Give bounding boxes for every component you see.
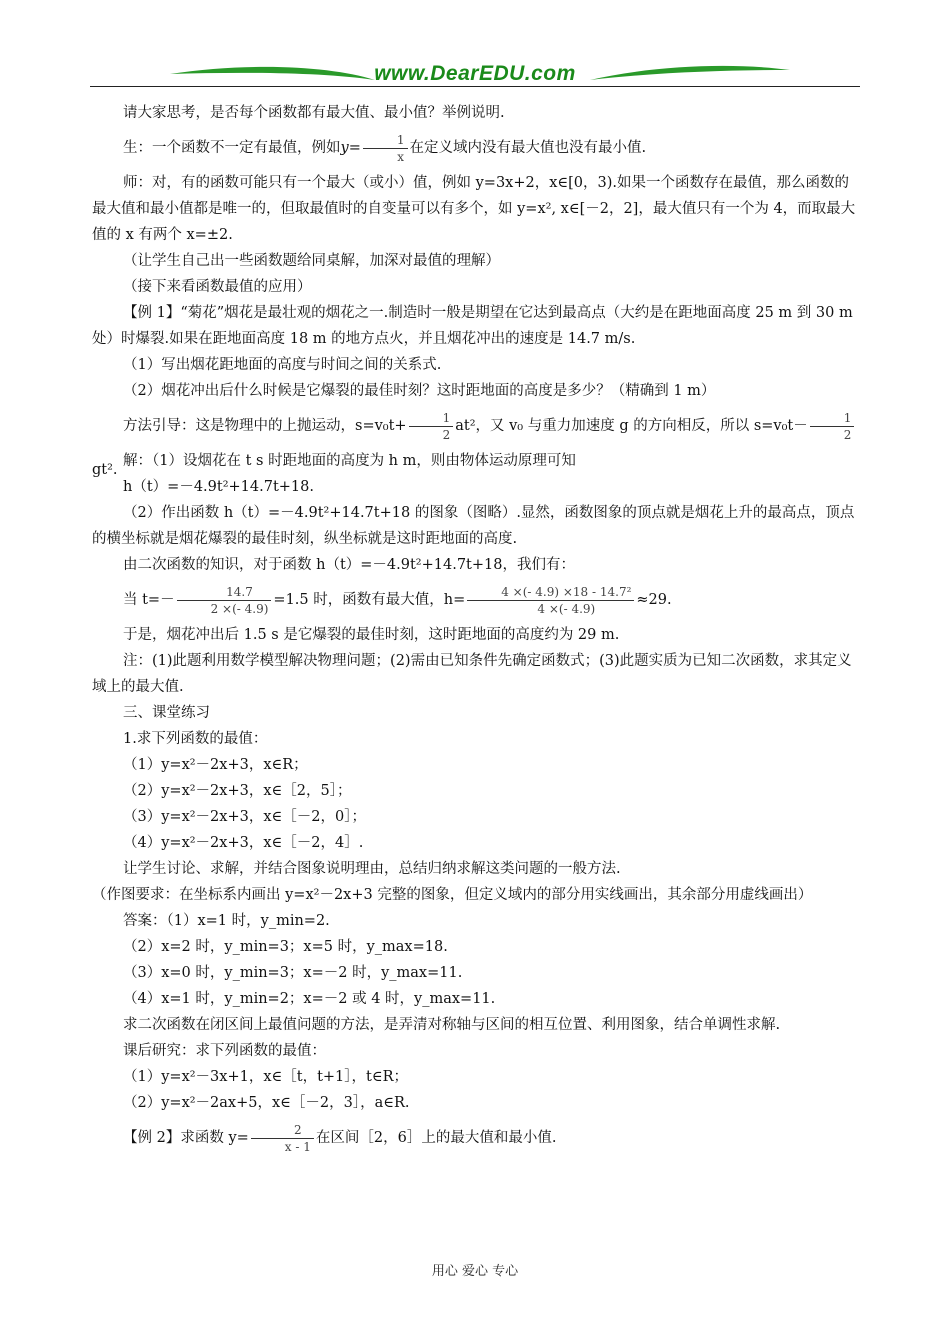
list-item: （2）y=x²－2x+3，x∈［2，5］； (123, 783, 352, 799)
header-rule (90, 86, 860, 87)
fraction: $\frac{1}{2}$ (810, 410, 855, 443)
paragraph: 师：对，有的函数可能只有一个最大（或小）值，例如 y=3x+2，x∈[0，3).如果一个函数存在最值，那么函数的最大值和最小值都是唯一的，但取最值时的自变量可以有多个，如 y=x², x∈[－2，2]，最大值只有一个为 4，而取最大值的 x 有两个 x=±2. (92, 175, 856, 243)
paragraph: 请大家思考，是否每个函数都有最大值、最小值？举例说明. (123, 105, 505, 121)
example-1: 【例 1】“菊花”烟花是最壮观的烟花之一.制造时一般是期望在它达到最高点（大约是在距地面高度 25 m 到 30 m 处）时爆裂.如果在距地面高度 18 m 的地方点火，并且烟花冲出的速度是 14.7 m/s. (92, 305, 853, 347)
list-item: （2）y=x²－2ax+5，x∈［－2，3］，a∈R. (123, 1095, 410, 1111)
paragraph: （作图要求：在坐标系内画出 y=x²－2x+3 完整的图象，但定义域内的部分用实线画出，其余部分用虚线画出） (92, 887, 813, 903)
section-heading: 三、课堂练习 (123, 705, 210, 721)
paragraph: （让学生自己出一些函数题给同桌解，加深对最值的理解） (123, 253, 500, 269)
fraction: $\frac{1}{2}$ (409, 410, 454, 443)
paragraph: 1.求下列函数的最值： (123, 731, 268, 747)
list-item: （1）y=x²－2x+3，x∈R； (123, 757, 308, 773)
formula: h（t）=－4.9t²+14.7t+18. (123, 479, 314, 495)
fraction: $\frac{1}{x}$ (363, 132, 408, 165)
paragraph: 由二次函数的知识，对于函数 h（t）=－4.9t²+14.7t+18，我们有： (123, 557, 575, 573)
paragraph: 解：（1）设烟花在 t s 时距地面的高度为 h m，则由物体运动原理可知 (123, 453, 576, 469)
fraction: $\frac{14.7}{2 \times(- 4.9)}$ (177, 584, 272, 617)
paragraph: （1）写出烟花距地面的高度与时间之间的关系式. (123, 357, 442, 373)
answer: （4）x=1 时，y_min=2；x=－2 或 4 时，y_max=11. (123, 991, 496, 1007)
paragraph: （接下来看函数最值的应用） (123, 279, 312, 295)
note: 注：(1)此题利用数学模型解决物理问题；(2)需由已知条件先确定函数式；(3)此题实质为已知二次函数，求其定义域上的最大值. (92, 653, 852, 695)
page-footer: 用心 爱心 专心 (431, 1264, 519, 1279)
paragraph: 课后研究：求下列函数的最值： (123, 1043, 326, 1059)
paragraph: （2）作出函数 h（t）=－4.9t²+14.7t+18 的图象（图略）.显然，函数图象的顶点就是烟花上升的最高点，顶点的横坐标就是烟花爆裂的最佳时刻，纵坐标就是这时距地面的高度. (92, 505, 855, 547)
paragraph: 于是，烟花冲出后 1.5 s 是它爆裂的最佳时刻，这时距地面的高度约为 29 m. (123, 627, 620, 643)
page-header (90, 60, 860, 92)
list-item: （3）y=x²－2x+3，x∈［－2，0］； (123, 809, 366, 825)
answer: 答案：（1）x=1 时，y_min=2. (123, 913, 330, 929)
site-logo[interactable]: www.DearEDU.com (374, 62, 576, 85)
list-item: （4）y=x²－2x+3，x∈［－2，4］. (123, 835, 364, 851)
example-2: 【例 2】求函数 y= $\frac{2}{x - 1}$ 在区间［2，6］上的最大值和最小值. (123, 1122, 557, 1154)
fraction: $\frac{\text{4 ×(- 4.9) ×18 - 14.7²}}{4 \times(- 4.9)}$ (467, 584, 634, 617)
paragraph: 让学生讨论、求解，并结合图象说明理由，总结归纳求解这类问题的一般方法. (123, 861, 621, 877)
paragraph: 求二次函数在闭区间上最值问题的方法，是弄清对称轴与区间的相互位置、利用图象，结合单调性求解. (123, 1017, 781, 1033)
paragraph: 生：一个函数不一定有最值，例如y= $\frac{1}{x}$ 在定义域内没有最大值也没有最小值. (123, 132, 647, 164)
document-body (92, 100, 862, 1160)
answer: （2）x=2 时，y_min=3；x=5 时，y_max=18. (123, 939, 448, 955)
paragraph: 方法引导：这是物理中的上抛运动，s=v₀t+ $\frac{1}{2}$ at²，又 v₀ 与重力加速度 g 的方向相反，所以 s=v₀t－ $\frac{1}{2}$ gt². (92, 404, 862, 448)
list-item: （1）y=x²－3x+1，x∈［t，t+1］，t∈R； (123, 1069, 409, 1085)
paragraph: 当 t=－ $\frac{14.7}{2 \times(- 4.9)}$ =1.5 时，函数有最大值，h= $\frac{\text{4 ×(- 4.9) ×18 - 14.7²}}{4 \times(- 4.9)}$ ≈29. (123, 584, 672, 616)
paragraph: （2）烟花冲出后什么时候是它爆裂的最佳时刻？这时距地面的高度是多少？（精确到 1 m） (123, 383, 716, 399)
answer: （3）x=0 时，y_min=3；x=－2 时，y_max=11. (123, 965, 463, 981)
fraction: $\frac{2}{x - 1}$ (251, 1122, 314, 1155)
